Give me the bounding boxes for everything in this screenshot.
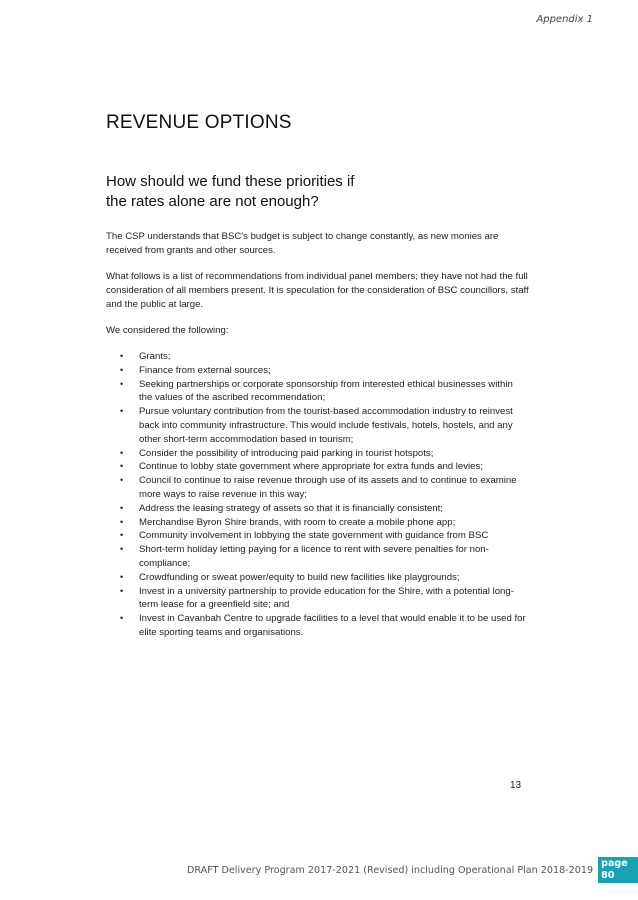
list-item-text: Community involvement in lobbying the state government with guidance from BSC <box>139 530 489 542</box>
page-subtitle <box>106 172 526 212</box>
bullet-icon: • <box>120 571 124 582</box>
bullet-icon: • <box>120 585 124 596</box>
list-item-text: Invest in Cavanbah Centre to upgrade facilities to a level that would enable it to be used for elite sporting teams and organisations. <box>139 613 526 638</box>
list-item-text: Council to continue to raise revenue through use of its assets and to continue to examine more ways to raise revenue in this way; <box>139 475 517 500</box>
list-item <box>108 447 528 461</box>
list-item-text: Invest in a university partnership to provide education for the Shire, with a potential long-term lease for a greenfield site; and <box>139 585 514 611</box>
subtitle-line: the rates alone are not enough? <box>106 193 319 210</box>
bullet-icon: • <box>120 516 124 527</box>
list-item <box>108 529 528 543</box>
bullet-icon: • <box>120 502 124 513</box>
bullet-icon: • <box>120 544 124 555</box>
list-item-text: Finance from external sources; <box>139 364 271 376</box>
list-intro-paragraph: We considered the following: <box>106 325 229 336</box>
list-item <box>108 350 528 364</box>
list-item <box>108 612 528 640</box>
list-item-text: Continue to lobby state government where appropriate for extra funds and levies; <box>139 461 483 473</box>
list-item <box>108 378 528 406</box>
list-item-text: Grants; <box>139 351 171 362</box>
bullet-icon: • <box>120 447 124 458</box>
list-item <box>108 571 528 585</box>
document-footer <box>187 858 638 881</box>
bullet-icon: • <box>120 461 124 472</box>
list-item-text: Pursue voluntary contribution from the tourist-based accommodation industry to reinvest back into community infrastructure. This would include festivals, hotels, hostels, and any other short-term accommodation based in tourism; <box>139 406 513 445</box>
page-badge: page 80 <box>598 857 638 883</box>
list-item-text: Crowdfunding or sweat power/equity to build new facilities like playgrounds; <box>139 571 460 583</box>
list-item-text: Short-term holiday letting paying for a licence to rent with severe penalties for non-compliance; <box>139 544 489 569</box>
list-item <box>108 460 528 474</box>
list-item <box>108 474 528 502</box>
bullet-icon: • <box>120 613 124 624</box>
revenue-options-list <box>108 350 528 640</box>
disclaimer-paragraph: What follows is a list of recommendations from individual panel members; they have not had the full consideration of all members present. It is speculation for the consideration of BSC councillors, staff and the public at large. <box>106 271 529 310</box>
list-item-text: Seeking partnerships or corporate sponsorship from interested ethical businesses within the values of the ascribed recommendation; <box>139 378 513 404</box>
bullet-icon: • <box>120 351 124 361</box>
footer-text: DRAFT Delivery Program 2017-2021 (Revised) including Operational Plan 2018-2019 <box>187 864 594 876</box>
list-item <box>108 585 528 613</box>
page-title: REVENUE OPTIONS <box>106 112 292 133</box>
page-number: 13 <box>510 780 522 791</box>
list-item-text: Consider the possibility of introducing paid parking in tourist hotspots; <box>139 447 434 459</box>
bullet-icon: • <box>120 475 124 486</box>
bullet-icon: • <box>120 530 124 541</box>
bullet-icon: • <box>120 378 124 389</box>
list-item <box>108 405 528 446</box>
list-item-text: Address the leasing strategy of assets so that it is financially consistent; <box>139 502 443 514</box>
list-item-text: Merchandise Byron Shire brands, with room to create a mobile phone app; <box>139 516 456 528</box>
subtitle-line: How should we fund these priorities if <box>106 173 355 190</box>
intro-paragraph: The CSP understands that BSC's budget is subject to change constantly, as new monies are received from grants and other sources. <box>106 231 499 256</box>
list-item <box>108 502 528 516</box>
list-item <box>108 543 528 571</box>
list-item <box>108 516 528 530</box>
bullet-icon: • <box>120 406 124 417</box>
list-item <box>108 364 528 378</box>
bullet-icon: • <box>120 364 124 375</box>
appendix-label: Appendix 1 <box>536 14 593 25</box>
